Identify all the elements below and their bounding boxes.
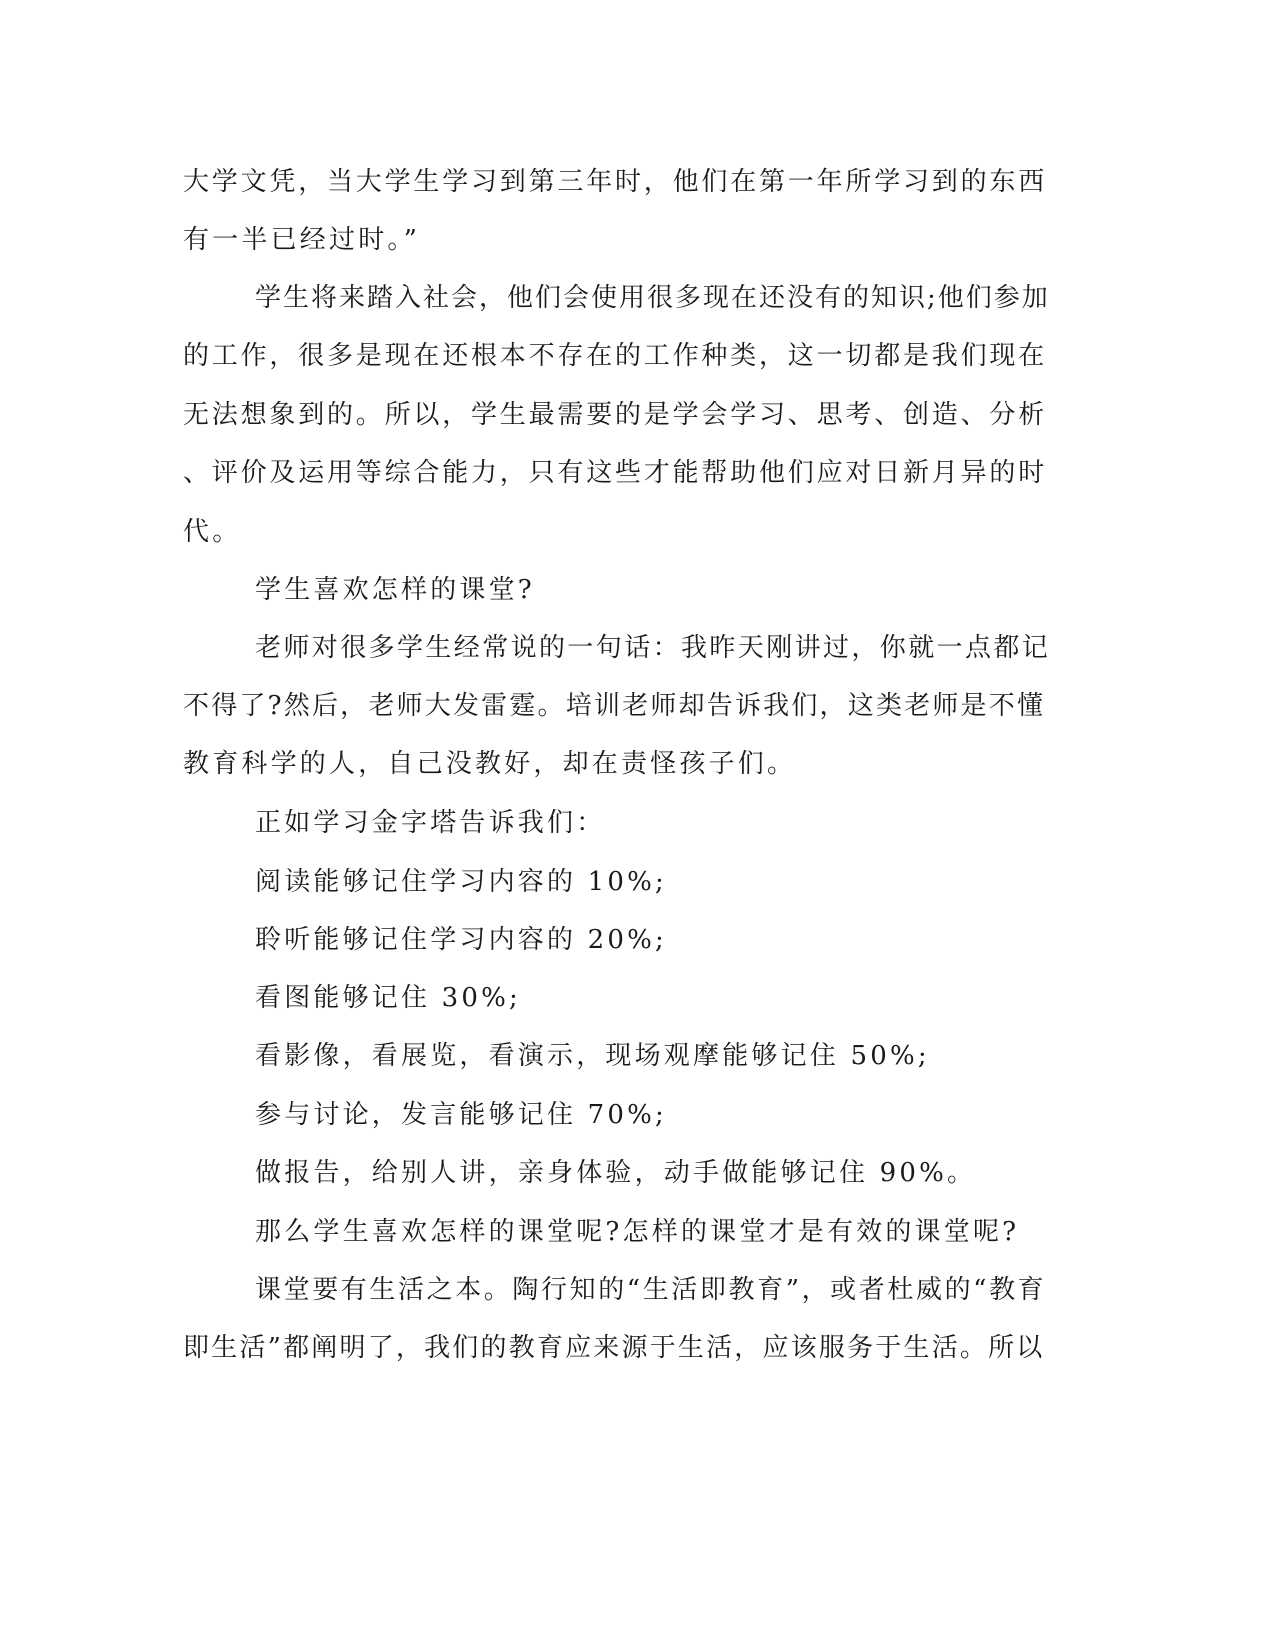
list-item: 看图能够记住 30%; (255, 983, 522, 1013)
text-line: 正如学习金字塔告诉我们： (255, 808, 606, 838)
text-line: 代。 (183, 517, 242, 547)
list-item: 做报告，给别人讲，亲身体验，动手做能够记住 90%。 (255, 1158, 977, 1188)
list-item: 聆听能够记住学习内容的 20%; (255, 925, 668, 955)
text-line: 学生将来踏入社会，他们会使用很多现在还没有的知识;他们参加 (255, 283, 1050, 313)
list-item: 看影像，看展览，看演示，现场观摩能够记住 50%; (255, 1041, 930, 1071)
text-line: 大学文凭，当大学生学习到第三年时，他们在第一年所学习到的东西 (183, 167, 1048, 197)
text-line: 的工作，很多是现在还根本不存在的工作种类，这一切都是我们现在 (183, 341, 1048, 371)
list-item: 参与讨论，发言能够记住 70%; (255, 1100, 668, 1130)
text-line: 老师对很多学生经常说的一句话：我昨天刚讲过，你就一点都记 (255, 633, 1051, 663)
list-item: 阅读能够记住学习内容的 10%; (255, 867, 668, 897)
text-line: 有一半已经过时。” (183, 225, 421, 255)
text-line: 课堂要有生活之本。陶行知的“生活即教育”，或者杜威的“教育 (255, 1275, 1047, 1305)
text-line: 那么学生喜欢怎样的课堂呢?怎样的课堂才是有效的课堂呢? (255, 1217, 1020, 1247)
section-heading: 学生喜欢怎样的课堂? (255, 575, 535, 605)
text-line: 即生活”都阐明了，我们的教育应来源于生活，应该服务于生活。所以 (183, 1333, 1045, 1363)
text-line: 、评价及运用等综合能力，只有这些才能帮助他们应对日新月异的时 (183, 458, 1048, 488)
text-line: 无法想象到的。所以，学生最需要的是学会学习、思考、创造、分析 (183, 400, 1048, 430)
text-line: 不得了?然后，老师大发雷霆。培训老师却告诉我们，这类老师是不懂 (183, 691, 1046, 721)
text-line: 教育科学的人，自己没教好，却在责怪孩子们。 (183, 749, 797, 779)
